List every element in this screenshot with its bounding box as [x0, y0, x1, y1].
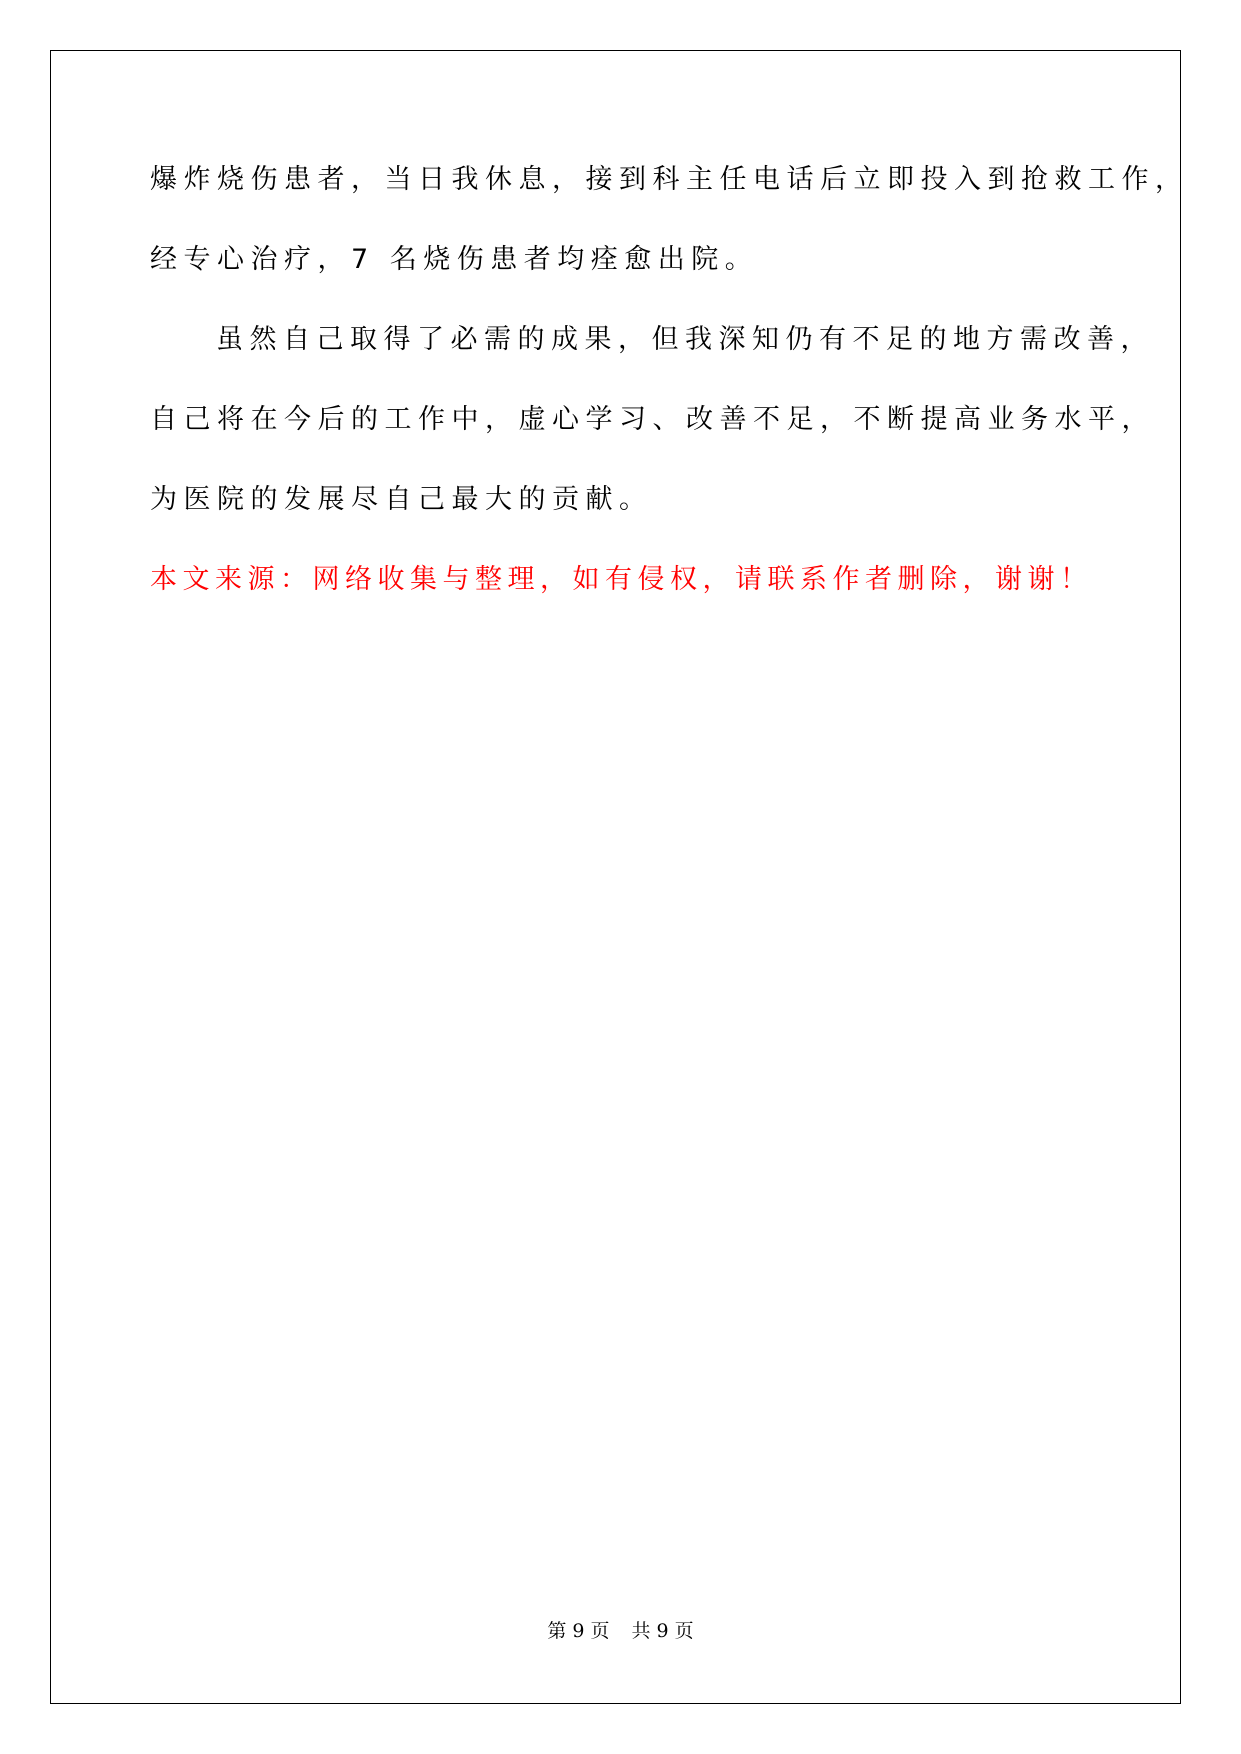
total-pages: 共 9 页 — [631, 1620, 694, 1642]
page-footer — [0, 1616, 1241, 1643]
paragraph-1 — [150, 160, 1189, 280]
paragraph-1-line-1: 爆炸烧伤患者，当日我休息，接到科主任电话后立即投入到抢救工作， — [150, 164, 1189, 195]
paragraph-2 — [150, 320, 1155, 520]
current-page-number: 第 9 页 — [547, 1620, 610, 1642]
document-body — [150, 160, 1189, 600]
paragraph-2-line-2: 自己将在今后的工作中，虚心学习、改善不足，不断提高业务水平， — [150, 404, 1155, 435]
source-note: 本文来源：网络收集与整理，如有侵权，请联系作者删除，谢谢！ — [150, 564, 1093, 595]
paragraph-2-line-3: 为医院的发展尽自己最大的贡献。 — [150, 484, 653, 515]
paragraph-2-line-1: 虽然自己取得了必需的成果，但我深知仍有不足的地方需改善， — [216, 324, 1154, 355]
paragraph-1-line-2: 经专心治疗，7 名烧伤患者均痊愈出院。 — [150, 244, 759, 275]
